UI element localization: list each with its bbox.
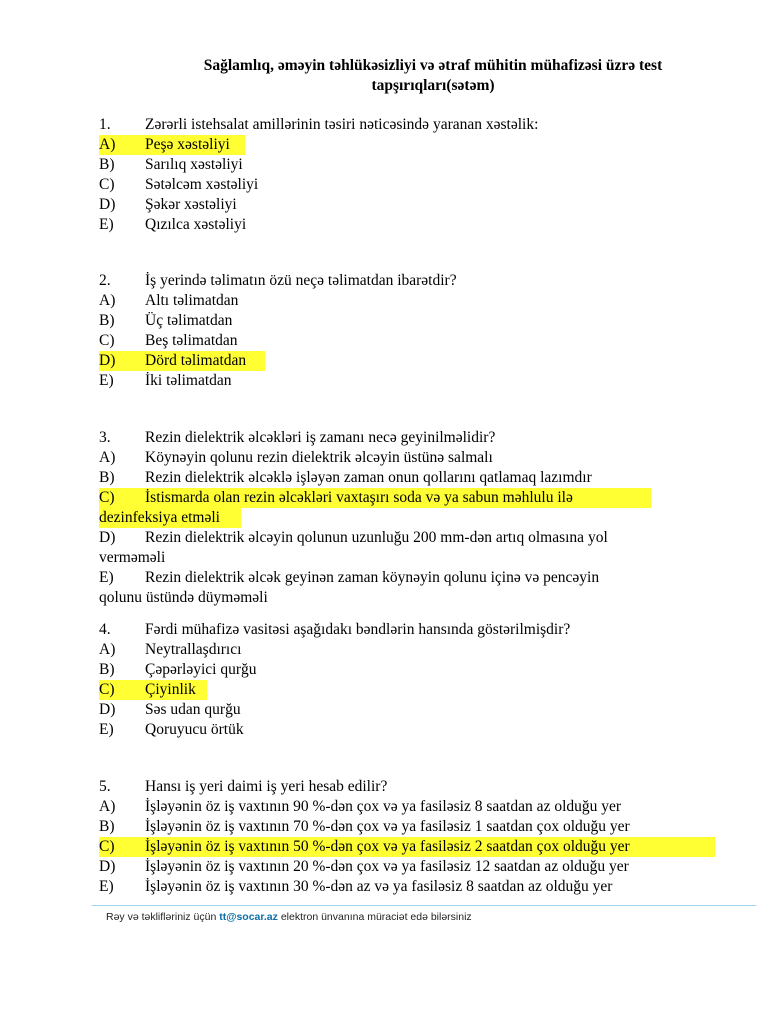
option-letter: D): [99, 196, 116, 213]
option-letter: B): [99, 312, 115, 329]
question-number: 2.: [99, 272, 111, 289]
option-text-correct: Dörd təlimatdan: [145, 352, 247, 369]
option-text: Neytrallaşdırıcı: [145, 641, 242, 658]
option-text: İki təlimatdan: [145, 372, 232, 389]
option-text-correct: Çiyinlik: [145, 681, 196, 698]
footer-email-link[interactable]: tt@socar.az: [219, 911, 278, 923]
option-text: Qoruyucu örtük: [145, 721, 244, 738]
footer-text-after: elektron ünvanına müraciət edə bilərsiniz: [277, 911, 472, 923]
question-1: [99, 115, 739, 235]
option-letter: E): [99, 878, 114, 895]
question-number: 5.: [99, 778, 111, 795]
option-text-correct: İstismarda olan rezin əlcəkləri vaxtaşırı soda və ya sabun məhlulu ilə: [145, 489, 573, 506]
option-text: Çəpərləyici qurğu: [145, 661, 257, 678]
option-letter: D): [99, 858, 116, 875]
option-letter: C): [99, 681, 115, 698]
title-line-2: tapşırıqları(sətəm): [371, 77, 495, 94]
document-title: [100, 56, 766, 96]
question-2: [99, 271, 739, 391]
option-text: Köynəyin qolunu rezin dielektrik əlcəyin üstünə salmalı: [145, 449, 493, 466]
option-letter: B): [99, 156, 115, 173]
option-letter: D): [99, 352, 116, 369]
title-line-1: Sağlamlıq, əməyin təhlükəsizliyi və ətraf mühitin mühafizəsi üzrə test: [203, 57, 663, 74]
option-letter: C): [99, 332, 115, 349]
option-text: Səs udan qurğu: [145, 701, 241, 718]
question-text: Zərərli istehsalat amillərinin təsiri nəticəsində yaranan xəstəlik:: [145, 116, 539, 133]
question-4: [99, 620, 739, 740]
option-letter: A): [99, 136, 116, 153]
option-letter: D): [99, 529, 116, 546]
question-3: [99, 428, 739, 608]
option-text-correct-continued: dezinfeksiya etməli: [99, 509, 220, 526]
option-text: Rezin dielektrik əlcəklə işləyən zaman onun qollarını qatlamaq lazımdır: [145, 469, 592, 486]
question-text: Hansı iş yeri daimi iş yeri hesab edilir?: [145, 778, 388, 795]
option-letter: B): [99, 469, 115, 486]
option-text-correct: İşləyənin öz iş vaxtının 50 %-dən çox və ya fasiləsiz 2 saatdan çox olduğu yer: [145, 838, 630, 855]
question-text: İş yerində təlimatın özü neçə təlimatdan ibarətdir?: [145, 272, 457, 289]
option-text: Qızılca xəstəliyi: [145, 216, 247, 233]
footer-text-before: Rəy və təklifləriniz üçün: [106, 911, 220, 923]
option-text: Rezin dielektrik əlcək geyinən zaman köynəyin qolunu içinə və pencəyin: [145, 569, 600, 586]
option-text: Üç təlimatdan: [145, 312, 233, 329]
question-text: Fərdi mühafizə vasitəsi aşağıdakı bəndlərin hansında göstərilmişdir?: [145, 621, 571, 638]
option-letter: E): [99, 216, 114, 233]
option-letter: E): [99, 569, 114, 586]
option-letter: E): [99, 372, 114, 389]
option-letter: B): [99, 661, 115, 678]
footer-note: [106, 911, 472, 923]
option-text: İşləyənin öz iş vaxtının 90 %-dən çox və ya fasiləsiz 8 saatdan az olduğu yer: [145, 798, 622, 815]
option-letter: A): [99, 641, 116, 658]
option-text: Altı təlimatdan: [145, 292, 239, 309]
option-text: İşləyənin öz iş vaxtının 70 %-dən çox və ya fasiləsiz 1 saatdan çox olduğu yer: [145, 818, 630, 835]
question-text: Rezin dielektrik əlcəkləri iş zamanı necə geyinilməlidir?: [145, 429, 496, 446]
option-letter: C): [99, 176, 115, 193]
option-letter: D): [99, 701, 116, 718]
option-letter: C): [99, 489, 115, 506]
option-text: Sətəlcəm xəstəliyi: [145, 176, 259, 193]
option-text: İşləyənin öz iş vaxtının 20 %-dən çox və ya fasiləsiz 12 saatdan az olduğu yer: [145, 858, 629, 875]
option-text: İşləyənin öz iş vaxtının 30 %-dən az və ya fasiləsiz 8 saatdan az olduğu yer: [145, 878, 613, 895]
option-text-continued: qolunu üstündə düyməməli: [99, 589, 268, 606]
option-text: Şəkər xəstəliyi: [145, 196, 237, 213]
option-letter: A): [99, 798, 116, 815]
question-5: [99, 777, 739, 897]
footer-divider: [92, 905, 756, 906]
option-letter: B): [99, 818, 115, 835]
option-letter: C): [99, 838, 115, 855]
option-letter: A): [99, 292, 116, 309]
option-text: Rezin dielektrik əlcəyin qolunun uzunluğu 200 mm-dən artıq olmasına yol: [145, 529, 608, 546]
option-text: Beş təlimatdan: [145, 332, 238, 349]
question-number: 3.: [99, 429, 111, 446]
option-text-continued: verməməli: [99, 549, 166, 566]
question-number: 1.: [99, 116, 111, 133]
option-text: Sarılıq xəstəliyi: [145, 156, 243, 173]
option-text-correct: Peşə xəstəliyi: [145, 136, 230, 153]
question-number: 4.: [99, 621, 111, 638]
option-letter: A): [99, 449, 116, 466]
option-letter: E): [99, 721, 114, 738]
